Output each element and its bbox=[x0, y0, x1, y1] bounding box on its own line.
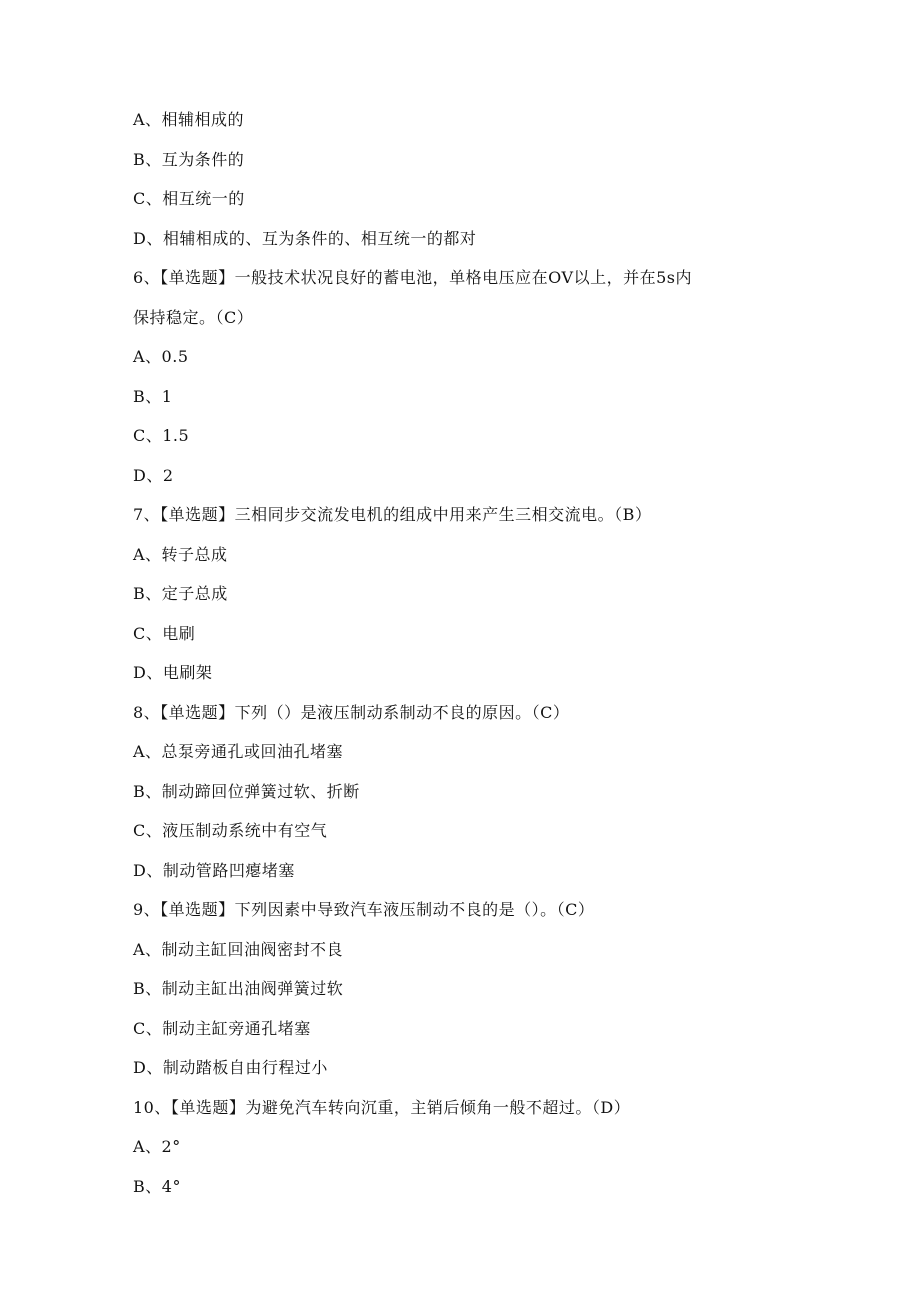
option-b: B、互为条件的 bbox=[133, 149, 245, 169]
option-d: D、制动踏板自由行程过小 bbox=[133, 1058, 328, 1077]
option-d: D、2 bbox=[133, 465, 174, 485]
option-a: A、转子总成 bbox=[133, 544, 228, 564]
option-a: A、制动主缸回油阀密封不良 bbox=[133, 939, 344, 959]
question-6: 6、【单选题】一般技术状况良好的蓄电池，单格电压应在OV以上，并在5s内 bbox=[133, 268, 692, 287]
option-d: D、制动管路凹瘪堵塞 bbox=[133, 860, 295, 880]
option-b: B、定子总成 bbox=[133, 584, 228, 603]
option-b: B、制动主缸出油阀弹簧过软 bbox=[133, 979, 344, 998]
option-c: C、液压制动系统中有空气 bbox=[133, 821, 328, 840]
option-d: D、相辅相成的、互为条件的、相互统一的都对 bbox=[133, 228, 477, 248]
option-c: C、1.5 bbox=[133, 426, 190, 445]
option-b: B、1 bbox=[133, 386, 173, 406]
question-list bbox=[133, 100, 793, 1206]
option-c: C、制动主缸旁通孔堵塞 bbox=[133, 1018, 311, 1038]
question-6-continued: 保持稳定。（C） bbox=[133, 307, 254, 327]
option-c: C、相互统一的 bbox=[133, 189, 245, 208]
option-d: D、电刷架 bbox=[133, 663, 213, 682]
question-9: 9、【单选题】下列因素中导致汽车液压制动不良的是（）。（C） bbox=[133, 900, 595, 919]
option-c: C、电刷 bbox=[133, 623, 196, 643]
question-10: 10、【单选题】为避免汽车转向沉重，主销后倾角一般不超过。（D） bbox=[133, 1097, 631, 1117]
option-a: A、0.5 bbox=[133, 347, 189, 366]
option-b: B、制动蹄回位弹簧过软、折断 bbox=[133, 781, 360, 801]
question-7: 7、【单选题】三相同步交流发电机的组成中用来产生三相交流电。（B） bbox=[133, 505, 652, 524]
option-a: A、相辅相成的 bbox=[133, 110, 245, 129]
option-a: A、总泵旁通孔或回油孔堵塞 bbox=[133, 742, 344, 761]
question-8: 8、【单选题】下列（）是液压制动系制动不良的原因。（C） bbox=[133, 702, 570, 722]
option-a: A、2° bbox=[133, 1137, 181, 1156]
option-b: B、4° bbox=[133, 1176, 181, 1196]
